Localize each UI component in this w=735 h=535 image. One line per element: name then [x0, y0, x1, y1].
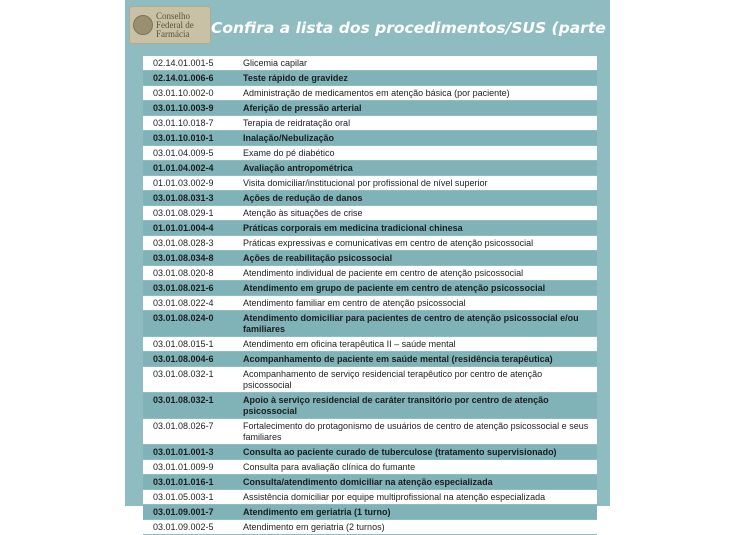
- table-row: [143, 337, 597, 352]
- table-row: [143, 206, 597, 221]
- procedure-code: 03.01.04.009-5: [153, 148, 214, 158]
- procedure-code: 01.01.01.004-4: [153, 223, 214, 233]
- procedure-code: 01.01.04.002-4: [153, 163, 214, 173]
- procedure-description: Acompanhamento de serviço residencial terapêutico por centro de atenção psicossocial: [243, 369, 543, 390]
- procedure-code: 03.01.05.003-1: [153, 492, 214, 502]
- procedure-code: 02.14.01.001-5: [153, 58, 214, 68]
- seal-icon: [133, 15, 153, 35]
- procedure-code: 03.01.09.002-5: [153, 522, 214, 532]
- procedure-description: Atendimento domiciliar para pacientes de centro de atenção psicossocial e/ou familiares: [243, 313, 579, 334]
- table-row: [143, 296, 597, 311]
- table-row: [143, 146, 597, 161]
- table-row: [143, 419, 597, 445]
- procedure-code: 03.01.08.020-8: [153, 268, 214, 278]
- procedure-code: 03.01.08.034-8: [153, 253, 214, 263]
- table-row: [143, 191, 597, 206]
- procedure-description: Fortalecimento do protagonismo de usuários de centro de atenção psicossocial e seus familiares: [243, 421, 589, 442]
- table-row: [143, 236, 597, 251]
- table-row: [143, 490, 597, 505]
- table-row: [143, 131, 597, 146]
- procedure-code: 03.01.08.028-3: [153, 238, 214, 248]
- table-row: [143, 281, 597, 296]
- procedure-description: Atendimento individual de paciente em centro de atenção psicossocial: [243, 268, 524, 278]
- table-row: [143, 176, 597, 191]
- procedure-description: Administração de medicamentos em atenção básica (por paciente): [243, 88, 510, 98]
- procedure-code: 03.01.08.031-3: [153, 193, 214, 203]
- table-row: [143, 367, 597, 393]
- table-row: [143, 116, 597, 131]
- table-row: [143, 393, 597, 419]
- procedure-description: Consulta/atendimento domiciliar na atenção especializada: [243, 477, 493, 487]
- procedure-code: 03.01.08.021-6: [153, 283, 214, 293]
- procedure-description: Atendimento em oficina terapêutica II – saúde mental: [243, 339, 456, 349]
- procedure-code: 03.01.10.010-1: [153, 133, 214, 143]
- table-row: [143, 56, 597, 71]
- content-panel: [125, 0, 630, 532]
- procedure-description: Consulta para avaliação clínica do fumante: [243, 462, 416, 472]
- procedure-code: 03.01.08.024-0: [153, 313, 214, 323]
- table-row: [143, 520, 597, 535]
- procedure-description: Atendimento familiar em centro de atenção psicossocial: [243, 298, 466, 308]
- procedure-code: 03.01.08.026-7: [153, 421, 214, 431]
- procedure-description: Avaliação antropométrica: [243, 163, 353, 173]
- procedure-description: Visita domiciliar/institucional por profissional de nível superior: [243, 178, 488, 188]
- procedure-description: Ações de reabilitação psicossocial: [243, 253, 393, 263]
- procedure-description: Apoio à serviço residencial de caráter transitório por centro de atenção psicossocial: [243, 395, 549, 416]
- procedure-description: Terapia de reidratação oral: [243, 118, 351, 128]
- procedure-description: Assistência domiciliar por equipe multiprofissional na atenção especializada: [243, 492, 546, 502]
- table-row: [143, 266, 597, 281]
- procedure-code: 03.01.09.001-7: [153, 507, 214, 517]
- procedure-description: Atenção às situações de crise: [243, 208, 363, 218]
- procedure-code: 03.01.10.002-0: [153, 88, 214, 98]
- table-row: [143, 352, 597, 367]
- table-row: [143, 71, 597, 86]
- procedure-description: Aferição de pressão arterial: [243, 103, 362, 113]
- table-row: [143, 101, 597, 116]
- page-title: Confira a lista dos procedimentos/SUS (parte 1): [211, 19, 630, 37]
- procedure-description: Atendimento em grupo de paciente em centro de atenção psicossocial: [243, 283, 546, 293]
- procedure-code: 03.01.01.016-1: [153, 477, 214, 487]
- procedure-description: Inalação/Nebulização: [243, 133, 335, 143]
- procedure-description: Acompanhamento de paciente em saúde mental (residência terapêutica): [243, 354, 553, 364]
- procedure-description: Glicemia capilar: [243, 58, 308, 68]
- procedure-code: 03.01.08.029-1: [153, 208, 214, 218]
- table-row: [143, 311, 597, 337]
- cff-logo: [129, 6, 211, 44]
- procedures-table: [143, 56, 597, 535]
- procedure-code: 03.01.08.032-1: [153, 395, 214, 405]
- table-row: [143, 445, 597, 460]
- table-row: [143, 86, 597, 101]
- logo-text: Conselho Federal de Farmácia: [156, 10, 194, 39]
- procedure-description: Atendimento em geriatria (1 turno): [243, 507, 391, 517]
- procedure-code: 03.01.10.018-7: [153, 118, 214, 128]
- procedure-code: 03.01.08.022-4: [153, 298, 214, 308]
- procedure-code: 03.01.01.001-3: [153, 447, 214, 457]
- procedure-description: Ações de redução de danos: [243, 193, 363, 203]
- procedure-description: Práticas expressivas e comunicativas em centro de atenção psicossocial: [243, 238, 534, 248]
- procedure-description: Atendimento em geriatria (2 turnos): [243, 522, 385, 532]
- table-row: [143, 161, 597, 176]
- procedure-code: 03.01.08.004-6: [153, 354, 214, 364]
- procedure-code: 03.01.08.032-1: [153, 369, 214, 379]
- procedure-code: 03.01.10.003-9: [153, 103, 214, 113]
- procedure-code: 03.01.01.009-9: [153, 462, 214, 472]
- table-row: [143, 460, 597, 475]
- procedure-description: Consulta ao paciente curado de tuberculose (tratamento supervisionado): [243, 447, 557, 457]
- table-row: [143, 221, 597, 236]
- table-row: [143, 251, 597, 266]
- table-row: [143, 475, 597, 490]
- procedure-description: Teste rápido de gravidez: [243, 73, 348, 83]
- procedure-code: 01.01.03.002-9: [153, 178, 214, 188]
- procedure-code: 02.14.01.006-6: [153, 73, 214, 83]
- procedure-description: Práticas corporais em medicina tradicional chinesa: [243, 223, 463, 233]
- procedure-code: 03.01.08.015-1: [153, 339, 214, 349]
- table-row: [143, 505, 597, 520]
- procedure-description: Exame do pé diabético: [243, 148, 335, 158]
